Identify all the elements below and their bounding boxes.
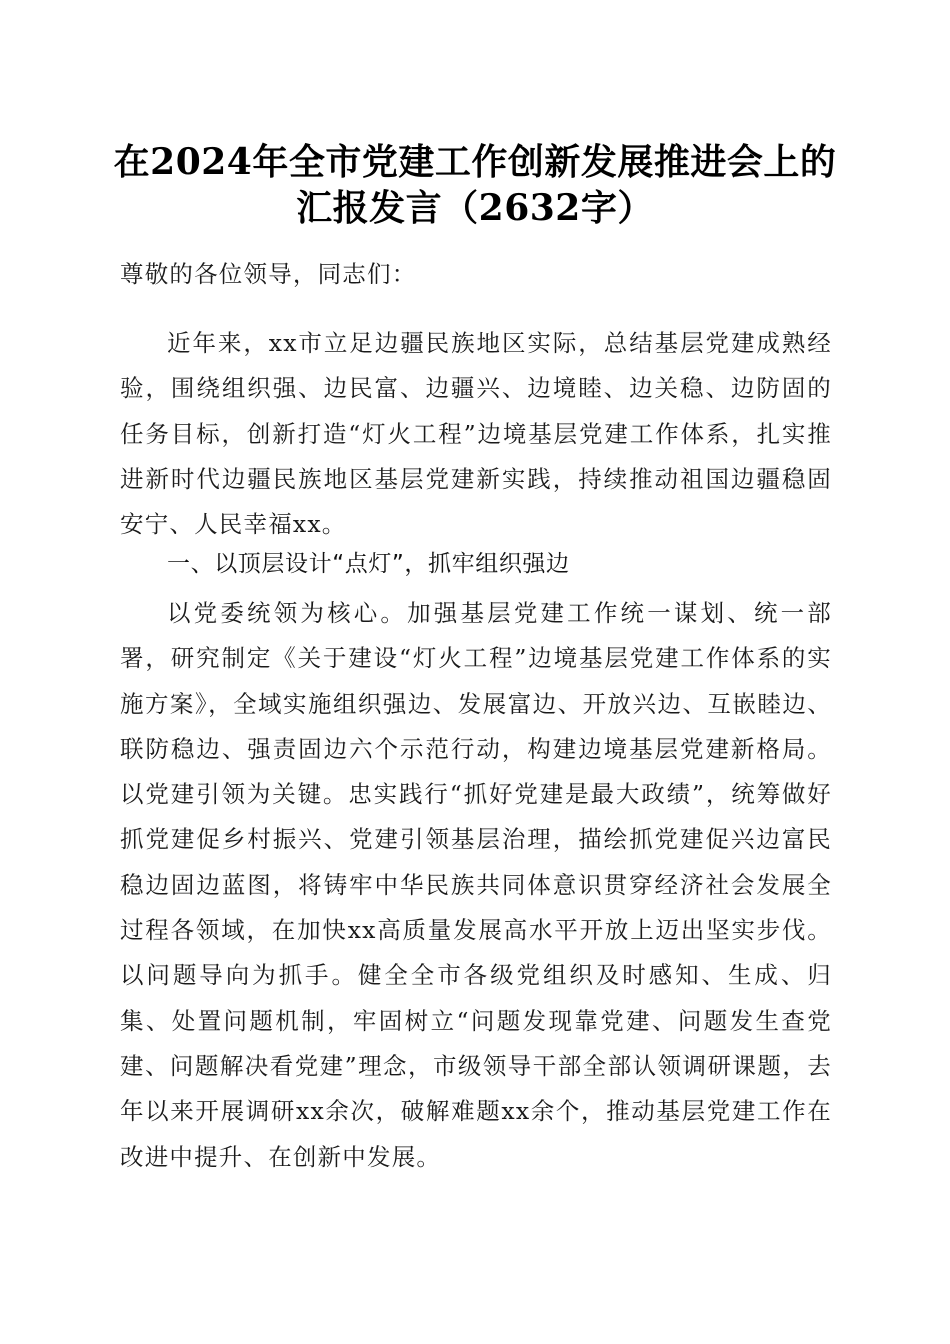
paragraph-section-1: 以党委统领为核心。加强基层党建工作统一谋划、统一部署，研究制定《关于建设“灯火工程”边境基层党建工作体系的实施方案》，全域实施组织强边、发展富边、开放兴边、互嵌睦边、联防稳边、强责固边六个示范行动，构建边境基层党建新格局。以党建引领为关键。忠实践行“抓好党建是最大政绩”，统筹做好抓党建促乡村振兴、党建引领基层治理，描绘抓党建促兴边富民稳边固边蓝图，将铸牢中华民族共同体意识贯穿经济社会发展全过程各领域，在加快xx高质量发展高水平开放上迈出坚实步伐。以问题导向为抓手。健全全市各级党组织及时感知、生成、归集、处置问题机制，牢固树立“问题发现靠党建、问题发生查党建、问题解决看党建”理念，市级领导干部全部认领调研课题，去年以来开展调研xx余次，破解难题xx余个，推动基层党建工作在改进中提升、在创新中发展。	[120, 599, 832, 1171]
paragraph-introduction: 近年来，xx市立足边疆民族地区实际，总结基层党建成熟经验，围绕组织强、边民富、边疆兴、边境睦、边关稳、边防固的任务目标，创新打造“灯火工程”边境基层党建工作体系，扎实推进新时代边疆民族地区基层党建新实践，持续推动祖国边疆稳固安宁、人民幸福xx。	[120, 329, 832, 539]
section-heading-1: 一、以顶层设计“点灯”，抓牢组织强边	[167, 551, 570, 577]
document-title-line-1: 在2024年全市党建工作创新发展推进会上的	[113, 141, 837, 183]
greeting: 尊敬的各位领导，同志们：	[120, 260, 417, 288]
document-title-line-2: 汇报发言（2632字）	[296, 187, 654, 229]
